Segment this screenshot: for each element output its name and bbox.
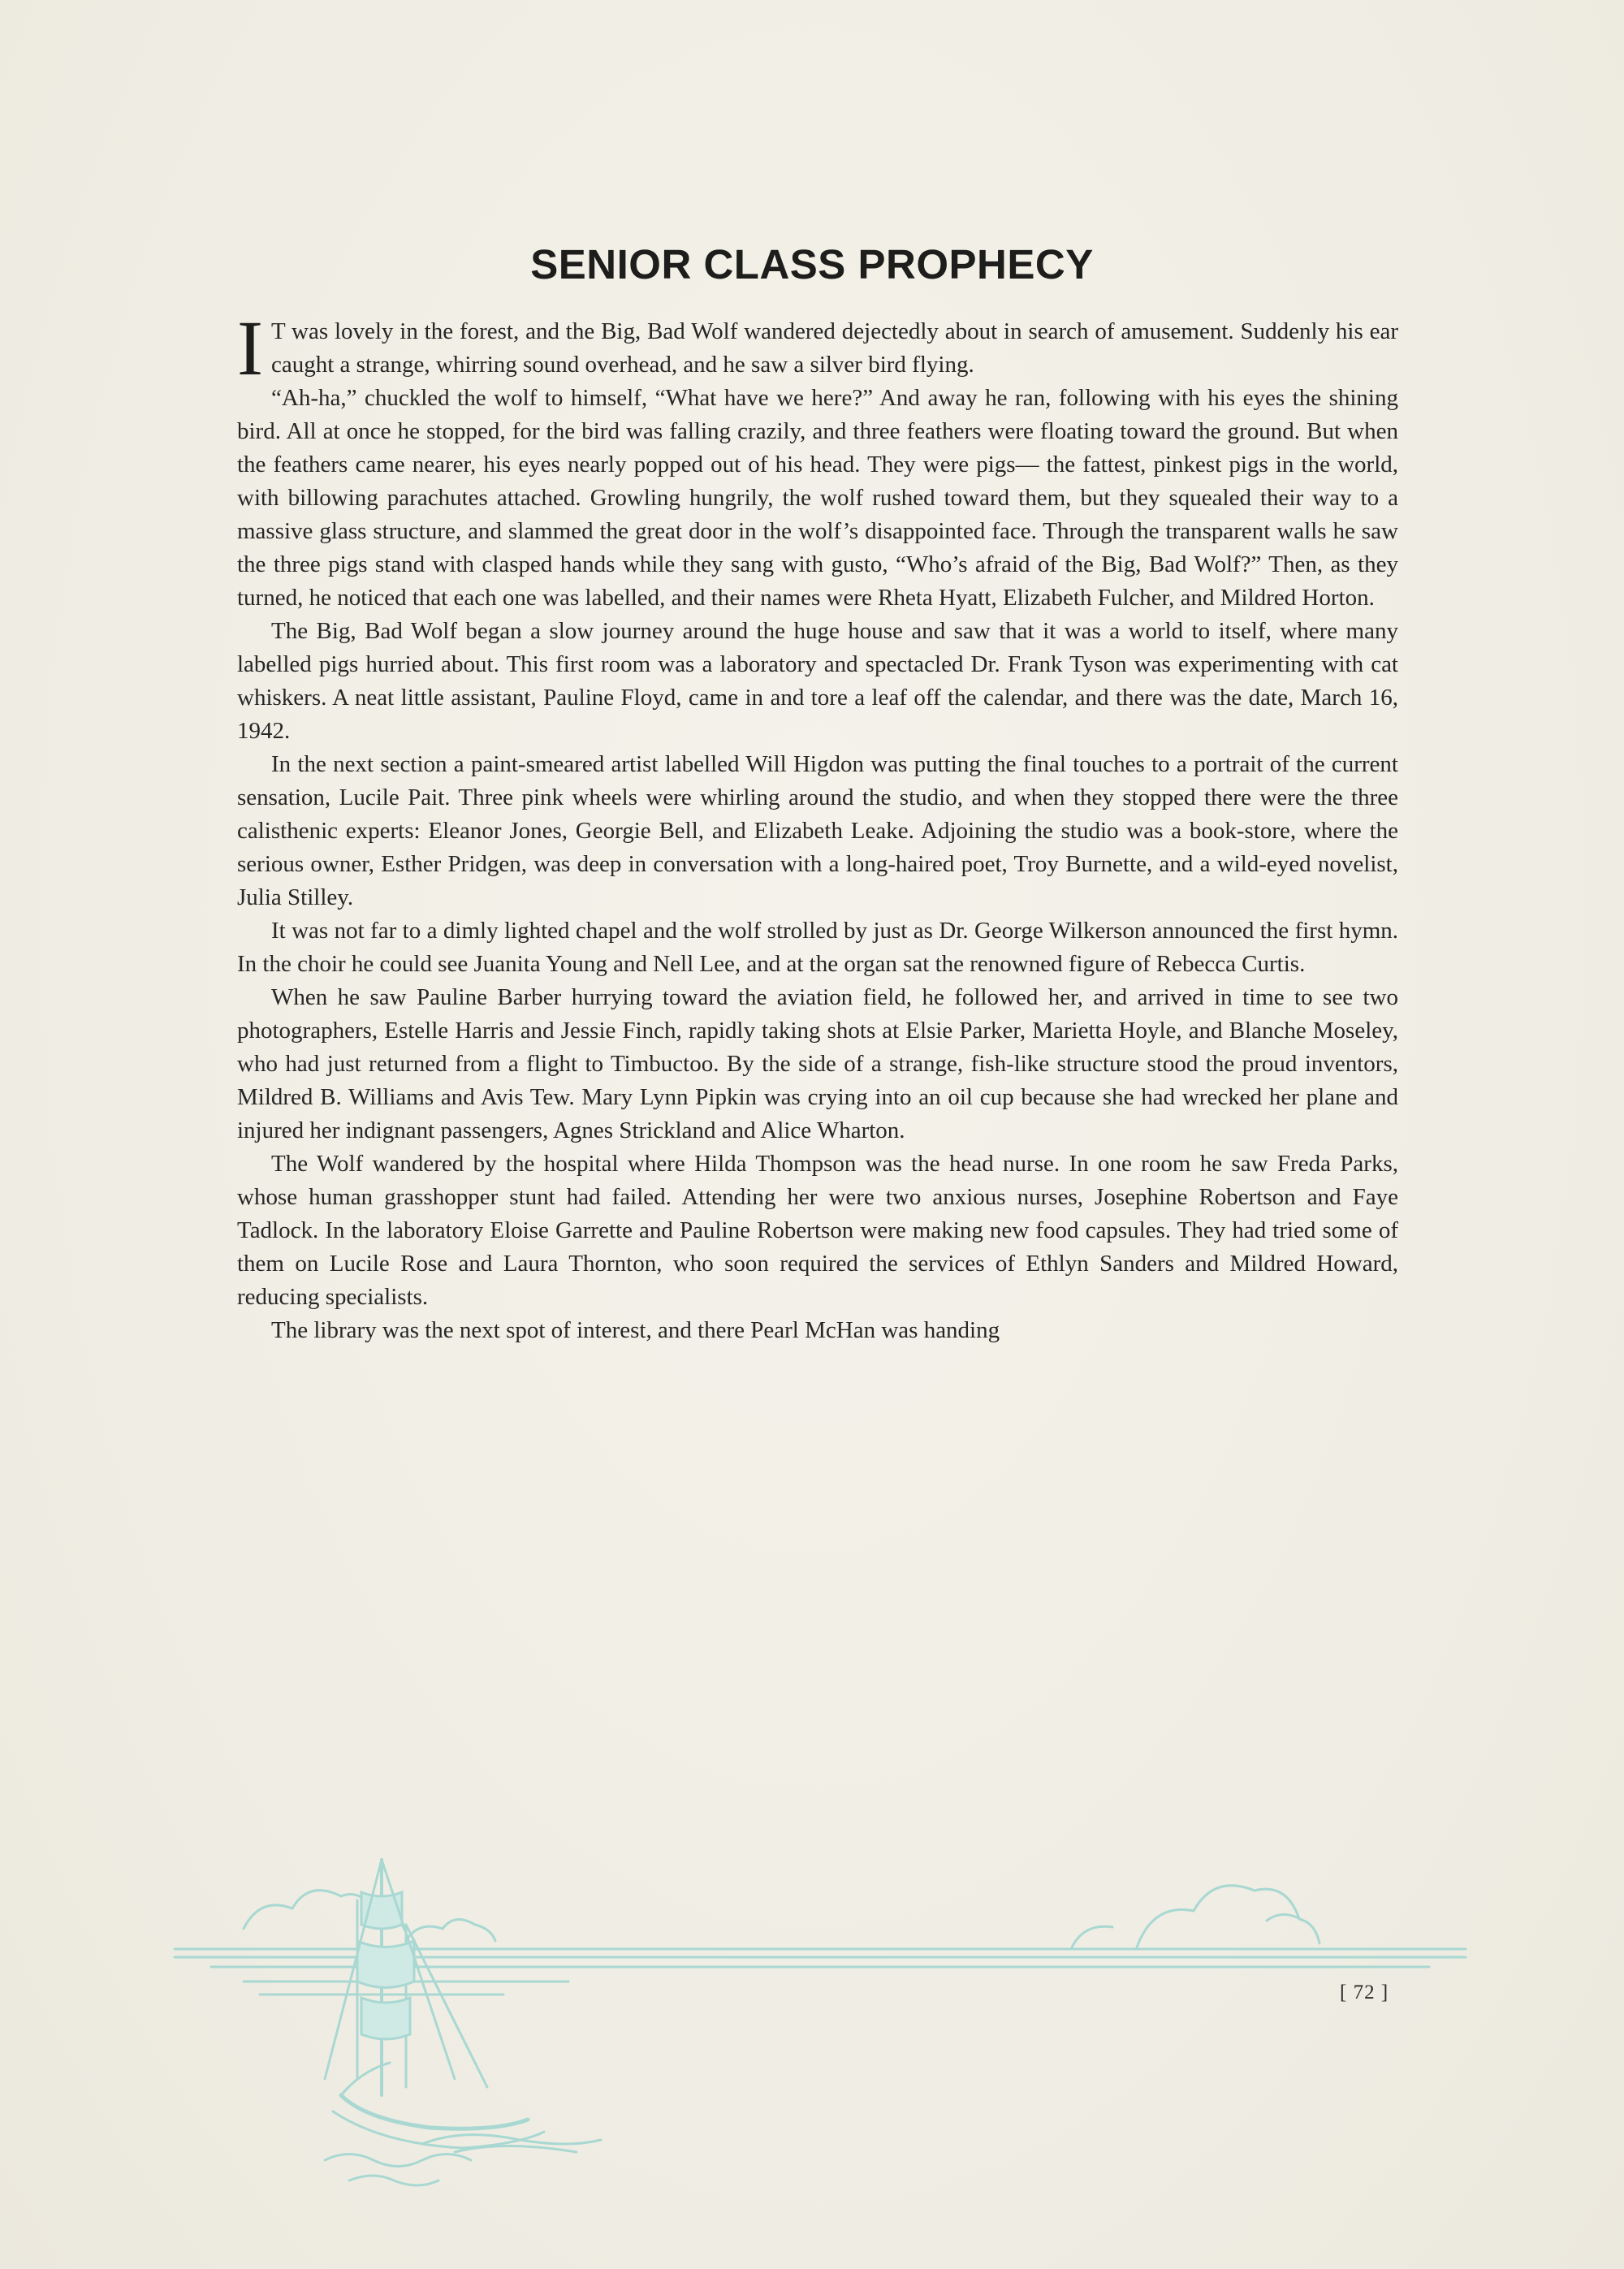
paragraph-6: When he saw Pauline Barber hurrying toward the aviation field, he followed her, and arrived in time to see two photographers, Estelle Harris and Jessie Finch, rapidly taking shots at Elsie Parker, Marietta Hoyle, and Blanche Moseley, who had just returned from a flight to Timbuctoo. By the side of a strange, fish-like structure stood the proud inventors, Mildred B. Williams and Avis Tew. Mary Lynn Pipkin was crying into an oil cup because she had wrecked her plane and injured her indignant passengers, Agnes Strickland and Alice Wharton. — [237, 984, 1398, 1143]
paragraph-1-text: T was lovely in the forest, and the Big, Bad Wolf wandered dejectedly about in search of amusement. Suddenly his ear caught a strange, whirring sound overhead, and he saw a silver bird flying. — [270, 318, 1398, 378]
page-number: [ 72 ] — [1340, 1982, 1389, 2003]
paragraph-7: The Wolf wandered by the hospital where Hilda Thompson was the head nurse. In one room he saw Freda Parks, whose human grasshopper stunt had failed. Attending her were two anxious nurses, Josephine Robertson and Faye Tadlock. In the laboratory Eloise Garrette and Pauline Robertson were making new food capsules. They had tried some of them on Lucile Rose and Laura Thornton, who soon required the services of Ethlyn Sanders and Mildred Howard, reducing specialists. — [237, 1151, 1398, 1310]
paragraph-4: In the next section a paint-smeared artist labelled Will Higdon was putting the final touches to a portrait of the current sensation, Lucile Pait. Three pink wheels were whirling around the studio, and when they stopped there were the three calisthenic experts: Eleanor Jones, Georgie Bell, and Elizabeth Leake. Adjoining the studio was a book-store, where the serious owner, Esther Pridgen, was deep in conversation with a long-haired poet, Troy Burnette, and a wild-eyed novelist, Julia Stilley. — [237, 751, 1398, 910]
paragraph-2: “Ah-ha,” chuckled the wolf to himself, “What have we here?” And away he ran, following with his eyes the shining bird. All at once he stopped, for the bird was falling crazily, and three feathers were floating toward the ground. But when the feathers came nearer, his eyes nearly popped out of his head. They were pigs— the fattest, pinkest pigs in the world, with billowing parachutes attached. Growling hungrily, the wolf rushed toward them, but they squealed their way to a massive glass structure, and slammed the great door in the wolf’s disappointed face. Through the transparent walls he saw the three pigs stand with clasped hands while they sang with gusto, “Who’s afraid of the Big, Bad Wolf?” Then, as they turned, he noticed that each one was labelled, and their names were Rheta Hyatt, Elizabeth Fulcher, and Mildred Horton. — [237, 385, 1398, 611]
paragraph-1 — [237, 305, 1398, 391]
paragraph-5: It was not far to a dimly lighted chapel and the wolf strolled by just as Dr. George Wilkerson announced the first hymn. In the choir he could see Juanita Young and Nell Lee, and at the organ sat the renowned figure of Rebecca Curtis. — [237, 918, 1398, 977]
page-title: SENIOR CLASS PROPHECY — [530, 241, 1094, 287]
paragraph-8: The library was the next spot of interest, and there Pearl McHan was handing — [271, 1317, 1000, 1343]
paragraph-3: The Big, Bad Wolf began a slow journey around the huge house and saw that it was a world to itself, where many labelled pigs hurried about. This first room was a laboratory and spectacled Dr. Frank Tyson was experimenting with cat whiskers. A neat little assistant, Pauline Floyd, came in and tore a leaf off the calendar, and there was the date, March 16, 1942. — [237, 618, 1398, 744]
drop-cap: I — [237, 305, 263, 391]
prophecy-text — [237, 305, 1398, 1347]
